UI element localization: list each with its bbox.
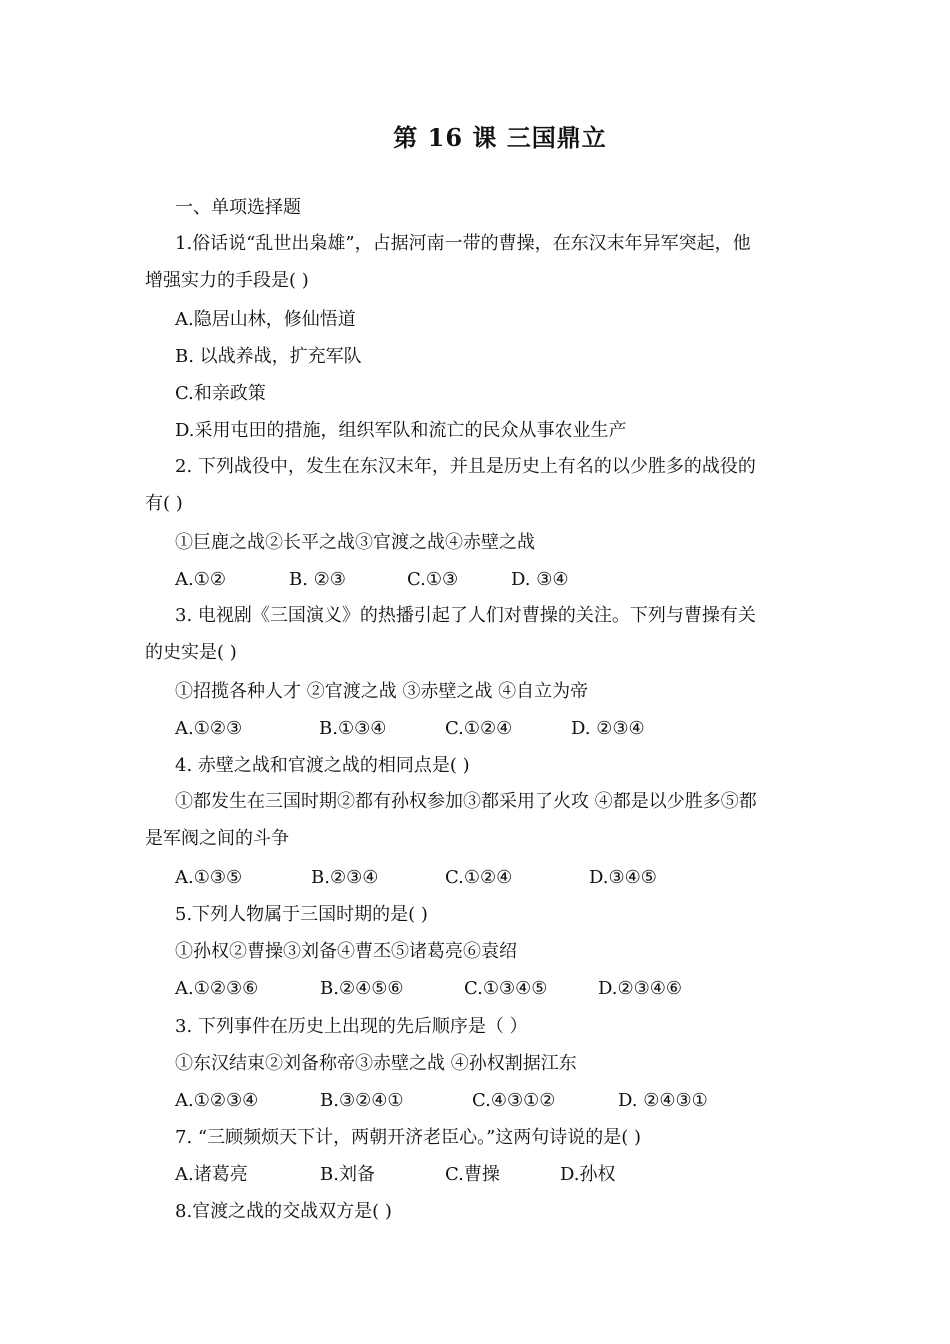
question-1-option-b: B. 以战养战，扩充军队 <box>175 346 362 367</box>
question-6-stem: 3. 下列事件在历史上出现的先后顺序是（ ） <box>175 1016 528 1037</box>
question-7-options <box>175 1164 616 1186</box>
question-5-options <box>175 978 682 1000</box>
option-c: C.①②④ <box>445 867 513 888</box>
option-a: A.①②③④ <box>175 1090 259 1111</box>
question-7-stem: 7. “三顾频烦天下计，两朝开济老臣心。”这两句诗说的是( ) <box>175 1127 642 1148</box>
option-c: C.④③①② <box>472 1090 556 1111</box>
question-8-stem: 8.官渡之战的交战双方是( ) <box>175 1201 392 1222</box>
option-b: B.③②④① <box>320 1090 404 1111</box>
option-d: D.②③④⑥ <box>598 978 683 999</box>
question-6-items: ①东汉结束②刘备称帝③赤壁之战 ④孙权割据江东 <box>175 1053 577 1074</box>
option-c: C.曹操 <box>445 1164 500 1185</box>
option-a: A.①② <box>175 569 226 590</box>
question-1-option-d: D.采用屯田的措施，组织军队和流亡的民众从事农业生产 <box>175 420 627 441</box>
question-3-stem: 3. 电视剧《三国演义》的热播引起了人们对曹操的关注。下列与曹操有关 的史实是( ) <box>145 605 756 663</box>
option-d: D.孙权 <box>560 1164 616 1185</box>
page-title: 第 16 课 三国鼎立 <box>393 123 607 152</box>
question-2-options <box>175 569 569 591</box>
option-d: D.③④⑤ <box>589 867 657 888</box>
question-6-options <box>175 1090 708 1112</box>
option-a: A.①②③ <box>175 718 243 739</box>
option-a: A.①②③⑥ <box>175 978 259 999</box>
option-c: C.①②④ <box>445 718 513 739</box>
option-b: B.刘备 <box>320 1164 375 1185</box>
question-3-items: ①招揽各种人才 ②官渡之战 ③赤壁之战 ④自立为帝 <box>175 681 589 702</box>
question-3-options <box>175 718 645 740</box>
option-c: C.①③ <box>407 569 459 590</box>
question-4-options <box>175 867 657 889</box>
option-b: B.②④⑤⑥ <box>320 978 404 999</box>
option-b: B. ②③ <box>289 569 346 590</box>
option-a: A.诸葛亮 <box>175 1164 248 1185</box>
question-1-option-c: C.和亲政策 <box>175 383 266 404</box>
question-1-stem: 1.俗话说“乱世出枭雄”，占据河南一带的曹操，在东汉末年异军突起，他 增强实力的手段是( ) <box>145 233 751 291</box>
option-d: D. ②④③① <box>618 1090 708 1111</box>
section-heading: 一、单项选择题 <box>175 197 301 218</box>
option-c: C.①③④⑤ <box>464 978 548 999</box>
question-2-items: ①巨鹿之战②长平之战③官渡之战④赤壁之战 <box>175 532 535 553</box>
option-b: B.①③④ <box>319 718 387 739</box>
option-a: A.①③⑤ <box>175 867 243 888</box>
question-4-items: ①都发生在三国时期②都有孙权参加③都采用了火攻 ④都是以少胜多⑤都 是军阀之间的斗争 <box>145 791 757 849</box>
question-2-stem: 2. 下列战役中，发生在东汉末年，并且是历史上有名的以少胜多的战役的 有( ) <box>145 456 756 514</box>
question-1-option-a: A.隐居山林，修仙悟道 <box>175 309 356 330</box>
option-b: B.②③④ <box>311 867 379 888</box>
question-5-items: ①孙权②曹操③刘备④曹丕⑤诸葛亮⑥袁绍 <box>175 941 517 962</box>
option-d: D. ②③④ <box>571 718 645 739</box>
option-d: D. ③④ <box>511 569 569 590</box>
question-5-stem: 5.下列人物属于三国时期的是( ) <box>175 904 428 925</box>
question-4-stem: 4. 赤壁之战和官渡之战的相同点是( ) <box>175 755 470 776</box>
